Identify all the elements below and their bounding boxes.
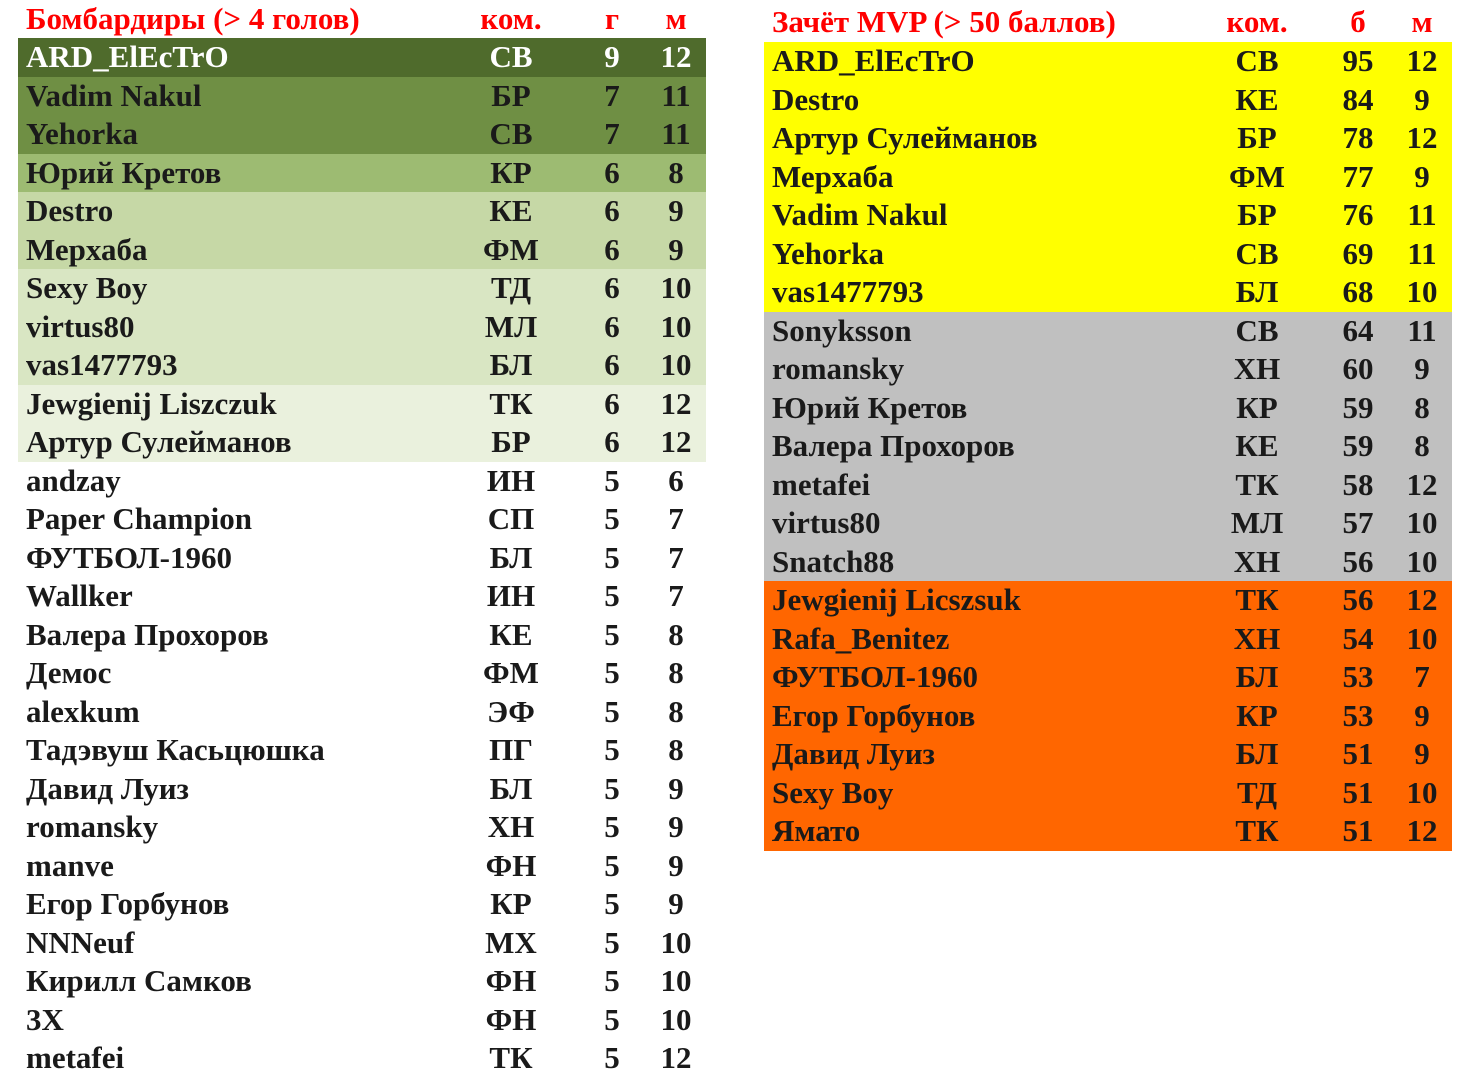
- player-name: Артур Сулейманов: [772, 120, 1038, 155]
- team-code: КЕ: [1235, 428, 1279, 463]
- team-code: МХ: [485, 924, 537, 960]
- matches-count: 9: [668, 193, 684, 228]
- team-code: СВ: [1235, 312, 1279, 348]
- matches-count: 8: [1414, 428, 1430, 463]
- player-name: Vadim Nakul: [26, 77, 202, 113]
- player-name: vas1477793: [26, 347, 178, 382]
- mvp-row: [764, 273, 1452, 312]
- team-code: КЕ: [489, 193, 533, 228]
- points-count: 59: [1342, 428, 1374, 463]
- player-name: Тадэвуш Касьцюшка: [26, 732, 325, 767]
- goals-count: 6: [604, 193, 620, 228]
- points-count: 57: [1342, 505, 1374, 540]
- mvp-row: [764, 350, 1452, 389]
- team-code: БЛ: [489, 770, 533, 806]
- player-name: NNNeuf: [26, 924, 135, 960]
- matches-count: 8: [668, 732, 684, 767]
- mvp-row: [764, 389, 1452, 428]
- matches-count: 9: [668, 231, 684, 267]
- matches-count: 9: [668, 770, 684, 806]
- mvp-row: [764, 196, 1452, 235]
- player-name: Егор Горбунов: [772, 697, 976, 733]
- player-name: Sonyksson: [772, 312, 912, 348]
- goals-count: 5: [604, 809, 620, 844]
- points-count: 76: [1342, 197, 1374, 232]
- mvp-col-points: б: [1350, 4, 1366, 39]
- team-code: ХН: [487, 809, 535, 844]
- matches-count: 10: [1406, 505, 1438, 540]
- matches-count: 11: [661, 116, 691, 151]
- player-name: ARD_ElEcTrO: [772, 43, 975, 78]
- goals-count: 5: [604, 693, 620, 729]
- team-code: ТК: [1235, 466, 1279, 502]
- team-code: ТД: [1236, 774, 1278, 810]
- matches-count: 11: [1407, 235, 1437, 271]
- matches-count: 9: [668, 847, 684, 883]
- player-name: Валера Прохоров: [772, 428, 1015, 463]
- points-count: 51: [1342, 736, 1374, 771]
- mvp-row: [764, 581, 1452, 620]
- matches-count: 12: [1406, 466, 1438, 502]
- mvp-row: [764, 119, 1452, 158]
- player-name: Yehorka: [772, 235, 884, 271]
- mvp-row: [764, 235, 1452, 274]
- scorers-col-goals: г: [604, 1, 620, 36]
- team-code: ЭФ: [487, 693, 535, 729]
- scorers-row: [18, 808, 706, 847]
- points-count: 54: [1342, 620, 1374, 656]
- mvp-row: [764, 504, 1452, 543]
- player-name: Давид Луиз: [772, 736, 936, 771]
- player-name: ФУТБОЛ-1960: [772, 659, 978, 694]
- matches-count: 6: [668, 462, 684, 498]
- mvp-row: [764, 312, 1452, 351]
- matches-count: 12: [1406, 43, 1438, 78]
- scorers-row: [18, 885, 706, 924]
- scorers-row: [18, 731, 706, 770]
- scorers-row: [18, 500, 706, 539]
- team-code: ФМ: [483, 655, 539, 690]
- player-name: vas1477793: [772, 274, 924, 309]
- scorers-row: [18, 77, 706, 116]
- scorers-row: [18, 115, 706, 154]
- matches-count: 9: [668, 809, 684, 844]
- player-name: romansky: [772, 351, 905, 386]
- player-name: Rafa_Benitez: [772, 620, 950, 656]
- goals-count: 5: [604, 847, 620, 883]
- team-code: ХН: [1233, 620, 1281, 656]
- points-count: 56: [1342, 543, 1374, 579]
- team-code: ПГ: [489, 732, 533, 767]
- mvp-row: [764, 466, 1452, 505]
- matches-count: 10: [1406, 274, 1438, 309]
- team-code: ТК: [489, 1040, 533, 1075]
- team-code: ХН: [1233, 543, 1281, 579]
- goals-count: 5: [604, 886, 620, 921]
- points-count: 64: [1342, 312, 1374, 348]
- goals-count: 5: [604, 462, 620, 498]
- matches-count: 10: [660, 963, 692, 998]
- mvp-row: [764, 81, 1452, 120]
- goals-count: 5: [604, 578, 620, 613]
- scorers-title: Бомбардиры (> 4 голов): [26, 1, 360, 36]
- scorers-col-team: ком.: [480, 1, 542, 36]
- team-code: БЛ: [1235, 274, 1279, 309]
- matches-count: 12: [1406, 582, 1438, 617]
- matches-count: 12: [660, 424, 692, 459]
- matches-count: 11: [661, 77, 691, 113]
- matches-count: 12: [1406, 813, 1438, 848]
- player-name: metafei: [26, 1040, 125, 1075]
- scorers-row: [18, 924, 706, 963]
- team-code: КЕ: [489, 616, 533, 652]
- goals-count: 9: [604, 39, 620, 74]
- matches-count: 9: [1414, 736, 1430, 771]
- mvp-table: [764, 0, 1452, 851]
- matches-count: 10: [1406, 543, 1438, 579]
- matches-count: 7: [668, 539, 684, 575]
- team-code: ТД: [490, 270, 532, 305]
- points-count: 95: [1342, 43, 1374, 78]
- player-name: virtus80: [772, 505, 881, 540]
- matches-count: 10: [660, 308, 692, 344]
- player-name: Юрий Кретов: [26, 154, 222, 190]
- goals-count: 6: [604, 308, 620, 344]
- team-code: СВ: [489, 39, 533, 74]
- team-code: БР: [1237, 197, 1277, 232]
- player-name: Ямато: [772, 813, 861, 848]
- player-name: 3Х: [26, 1001, 64, 1037]
- goals-count: 6: [604, 270, 620, 305]
- matches-count: 12: [660, 39, 692, 74]
- team-code: ТК: [1235, 813, 1279, 848]
- mvp-col-matches: м: [1411, 4, 1433, 39]
- team-code: КР: [1236, 697, 1278, 733]
- team-code: МЛ: [1230, 505, 1284, 540]
- matches-count: 12: [660, 1040, 692, 1075]
- matches-count: 12: [660, 385, 692, 421]
- scorers-row: [18, 308, 706, 347]
- matches-count: 8: [1414, 389, 1430, 425]
- scorers-row: [18, 346, 706, 385]
- goals-count: 6: [604, 231, 620, 267]
- team-code: ИН: [486, 578, 536, 613]
- mvp-row: [764, 697, 1452, 736]
- player-name: Snatch88: [772, 543, 895, 579]
- goals-count: 6: [604, 347, 620, 382]
- mvp-title: Зачёт MVP (> 50 баллов): [772, 4, 1116, 39]
- matches-count: 9: [1414, 81, 1430, 117]
- team-code: КР: [490, 886, 532, 921]
- player-name: Мерхаба: [26, 231, 148, 267]
- team-code: СВ: [489, 116, 533, 151]
- team-code: БЛ: [1235, 736, 1279, 771]
- goals-count: 5: [604, 501, 620, 536]
- goals-count: 5: [604, 770, 620, 806]
- goals-count: 7: [604, 77, 620, 113]
- scorers-row: [18, 1001, 706, 1040]
- team-code: КР: [490, 154, 532, 190]
- goals-count: 5: [604, 1040, 620, 1075]
- team-code: БЛ: [489, 347, 533, 382]
- scorers-body: [18, 38, 706, 1078]
- points-count: 53: [1342, 659, 1374, 694]
- team-code: БЛ: [489, 539, 533, 575]
- matches-count: 7: [668, 501, 684, 536]
- goals-count: 6: [604, 154, 620, 190]
- matches-count: 11: [1407, 197, 1437, 232]
- player-name: Кирилл Самков: [26, 963, 252, 998]
- scorers-row: [18, 423, 706, 462]
- team-code: СВ: [1235, 235, 1279, 271]
- player-name: ARD_ElEcTrO: [26, 39, 229, 74]
- scorers-row: [18, 847, 706, 886]
- scorers-row: [18, 693, 706, 732]
- player-name: romansky: [26, 809, 159, 844]
- scorers-row: [18, 154, 706, 193]
- scorers-row: [18, 616, 706, 655]
- player-name: Vadim Nakul: [772, 197, 948, 232]
- matches-count: 10: [660, 924, 692, 960]
- matches-count: 11: [1407, 312, 1437, 348]
- mvp-row: [764, 427, 1452, 466]
- team-code: БР: [491, 424, 531, 459]
- team-code: ТК: [489, 385, 533, 421]
- points-count: 51: [1342, 774, 1374, 810]
- mvp-row: [764, 735, 1452, 774]
- scorers-row: [18, 770, 706, 809]
- matches-count: 9: [1414, 697, 1430, 733]
- team-code: ХН: [1233, 351, 1281, 386]
- matches-count: 9: [1414, 158, 1430, 194]
- points-count: 77: [1342, 158, 1374, 194]
- scorers-row: [18, 385, 706, 424]
- player-name: Юрий Кретов: [772, 389, 968, 425]
- matches-count: 7: [1414, 659, 1430, 694]
- points-count: 58: [1342, 466, 1374, 502]
- team-code: ТК: [1235, 582, 1279, 617]
- mvp-row: [764, 42, 1452, 81]
- team-code: КЕ: [1235, 81, 1279, 117]
- team-code: ФН: [485, 963, 537, 998]
- player-name: Jewgienij Liszczuk: [26, 385, 277, 421]
- goals-count: 5: [604, 963, 620, 998]
- matches-count: 8: [668, 154, 684, 190]
- player-name: Мерхаба: [772, 158, 894, 194]
- scorers-col-matches: м: [665, 1, 687, 36]
- goals-count: 5: [604, 1001, 620, 1037]
- scorers-row: [18, 577, 706, 616]
- team-code: КР: [1236, 389, 1278, 425]
- player-name: alexkum: [26, 693, 140, 729]
- matches-count: 8: [668, 655, 684, 690]
- mvp-col-team: ком.: [1226, 4, 1288, 39]
- matches-count: 8: [668, 693, 684, 729]
- points-count: 68: [1342, 274, 1374, 309]
- scorers-row: [18, 962, 706, 1001]
- scorers-header: [18, 0, 706, 38]
- matches-count: 7: [668, 578, 684, 613]
- player-name: manve: [26, 847, 114, 883]
- team-code: МЛ: [484, 308, 538, 344]
- mvp-row: [764, 158, 1452, 197]
- mvp-body: [764, 42, 1452, 851]
- scorers-row: [18, 539, 706, 578]
- matches-count: 12: [1406, 120, 1438, 155]
- scorers-row: [18, 38, 706, 77]
- player-name: Paper Champion: [26, 501, 252, 536]
- matches-count: 10: [660, 270, 692, 305]
- points-count: 84: [1342, 81, 1374, 117]
- mvp-row: [764, 543, 1452, 582]
- player-name: Давид Луиз: [26, 770, 190, 806]
- player-name: Jewgienij Licszsuk: [772, 582, 1021, 617]
- team-code: БР: [1237, 120, 1277, 155]
- points-count: 69: [1342, 235, 1374, 271]
- goals-count: 5: [604, 655, 620, 690]
- points-count: 78: [1342, 120, 1374, 155]
- points-count: 60: [1342, 351, 1374, 386]
- goals-count: 5: [604, 732, 620, 767]
- player-name: Destro: [772, 81, 860, 117]
- scorers-row: [18, 654, 706, 693]
- player-name: ФУТБОЛ-1960: [26, 539, 232, 575]
- team-code: ФМ: [1229, 158, 1285, 194]
- goals-count: 5: [604, 539, 620, 575]
- scorers-row: [18, 462, 706, 501]
- player-name: andzay: [26, 462, 121, 498]
- matches-count: 10: [1406, 620, 1438, 656]
- player-name: Егор Горбунов: [26, 886, 230, 921]
- mvp-row: [764, 620, 1452, 659]
- points-count: 59: [1342, 389, 1374, 425]
- scorers-row: [18, 269, 706, 308]
- goals-count: 5: [604, 924, 620, 960]
- player-name: virtus80: [26, 308, 135, 344]
- matches-count: 9: [668, 886, 684, 921]
- matches-count: 10: [660, 347, 692, 382]
- player-name: Yehorka: [26, 116, 138, 151]
- scorers-row: [18, 192, 706, 231]
- team-code: ИН: [486, 462, 536, 498]
- scorers-table: [18, 0, 706, 1078]
- matches-count: 9: [1414, 351, 1430, 386]
- goals-count: 5: [604, 616, 620, 652]
- player-name: Sexy Boy: [26, 270, 148, 305]
- goals-count: 6: [604, 385, 620, 421]
- player-name: Wallker: [26, 578, 133, 613]
- player-name: Демос: [26, 655, 112, 690]
- player-name: Sexy Boy: [772, 774, 894, 810]
- matches-count: 10: [1406, 774, 1438, 810]
- team-code: СВ: [1235, 43, 1279, 78]
- points-count: 56: [1342, 582, 1374, 617]
- team-code: БР: [491, 77, 531, 113]
- mvp-row: [764, 658, 1452, 697]
- scorers-row: [18, 231, 706, 270]
- mvp-header: [764, 0, 1452, 42]
- player-name: Артур Сулейманов: [26, 424, 292, 459]
- team-code: БЛ: [1235, 659, 1279, 694]
- team-code: ФМ: [483, 231, 539, 267]
- scorers-row: [18, 1039, 706, 1078]
- mvp-row: [764, 812, 1452, 851]
- points-count: 51: [1342, 813, 1374, 848]
- player-name: Destro: [26, 193, 114, 228]
- player-name: metafei: [772, 466, 871, 502]
- player-name: Валера Прохоров: [26, 616, 269, 652]
- goals-count: 7: [604, 116, 620, 151]
- team-code: ФН: [485, 847, 537, 883]
- matches-count: 8: [668, 616, 684, 652]
- team-code: ФН: [485, 1001, 537, 1037]
- points-count: 53: [1342, 697, 1374, 733]
- mvp-row: [764, 774, 1452, 813]
- matches-count: 10: [660, 1001, 692, 1037]
- goals-count: 6: [604, 424, 620, 459]
- team-code: СП: [487, 501, 535, 536]
